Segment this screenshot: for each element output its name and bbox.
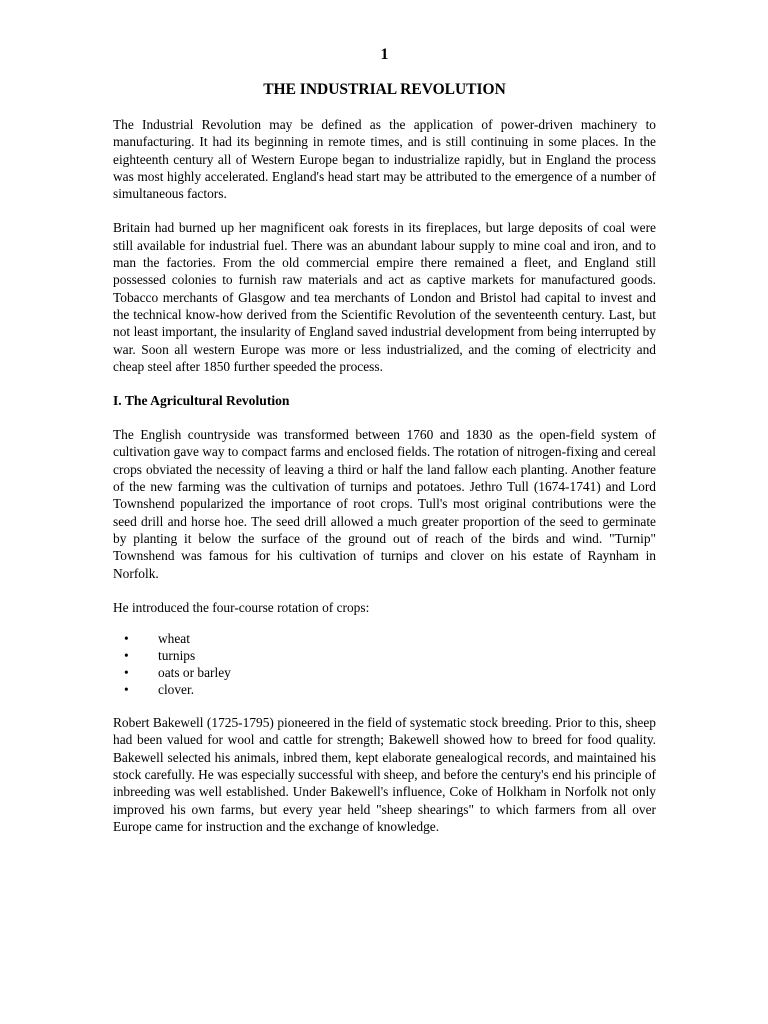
document-page [113, 44, 656, 852]
bullet-icon: • [124, 682, 129, 698]
list-item [113, 647, 656, 664]
crop-rotation-list [113, 630, 656, 698]
list-item-text: turnips [158, 648, 196, 664]
list-item [113, 630, 656, 647]
paragraph-countryside: The English countryside was transformed between 1760 and 1830 as the open-field system of cultivation gave way to compact farms and enclosed fields. The rotation of nitrogen-fixing and cereal crops obviated the necessity of leaving a third or half the land fallow each planting. Another feature of the new farming was the cultivation of turnips and potatoes. Jethro Tull (1674-1741) and Lord Townshend popularized the importance of root crops. Tull's most original contributions were the seed drill and horse hoe. The seed drill allowed a much greater proportion of the seed to germinate by planting it below the surface of the ground out of reach of the birds and wind. "Turnip" Townshend was famous for his cultivation of turnips and clover on his estate of Raynham in Norfolk. [113, 427, 657, 581]
section-heading: I. The Agricultural Revolution [113, 393, 290, 409]
paragraph-bakewell: Robert Bakewell (1725-1795) pioneered in the field of systematic stock breeding. Prior to this, sheep had been valued for wool and cattle for strength; Bakewell showed how to breed for food quality. Bakewell selected his animals, inbred them, kept elaborate genealogical records, and maintained his stock carefully. He was especially successful with sheep, and before the century's end his principle of inbreeding was well established. Under Bakewell's influence, Coke of Holkham in Norfolk not only improved his own farms, but every year held "sheep shearings" to which farmers from all over Europe came for instruction and the exchange of knowledge. [113, 715, 656, 834]
paragraph-intro: The Industrial Revolution may be defined as the application of power-driven machinery to manufacturing. It had its beginning in remote times, and is still continuing in some places. In the eighteenth century all of Western Europe began to industrialize rapidly, but in England the process was most highly accelerated. England's head start may be attributed to the emergence of a number of simultaneous factors. [113, 117, 656, 202]
bullet-icon: • [124, 648, 129, 664]
paragraph-britain: Britain had burned up her magnificent oak forests in its fireplaces, but large deposits of coal were still available for industrial fuel. There was an abundant labour supply to mine coal and iron, and to man the factories. From the old commercial empire there remained a fleet, and England still possessed colonies to furnish raw materials and act as captive markets for manufactured goods. Tobacco merchants of Glasgow and tea merchants of London and Bristol had capital to invest and the technical know-how derived from the Scientific Revolution of the seventeenth century. Last, but not least important, the insularity of England saved industrial development from being interrupted by war. Soon all western Europe was more or less industrialized, and the coming of electricity and cheap steel after 1850 further speeded the process. [113, 220, 656, 374]
list-item [113, 681, 656, 698]
bullet-icon: • [124, 665, 129, 681]
bullet-icon: • [124, 631, 129, 647]
list-item-text: clover. [158, 682, 195, 698]
list-item-text: wheat [158, 631, 190, 647]
list-item-text: oats or barley [158, 665, 231, 681]
paragraph-rotation-intro: He introduced the four-course rotation of crops: [113, 599, 370, 615]
chapter-number: 1 [380, 46, 389, 63]
list-item [113, 664, 656, 681]
chapter-title: THE INDUSTRIAL REVOLUTION [263, 81, 506, 98]
